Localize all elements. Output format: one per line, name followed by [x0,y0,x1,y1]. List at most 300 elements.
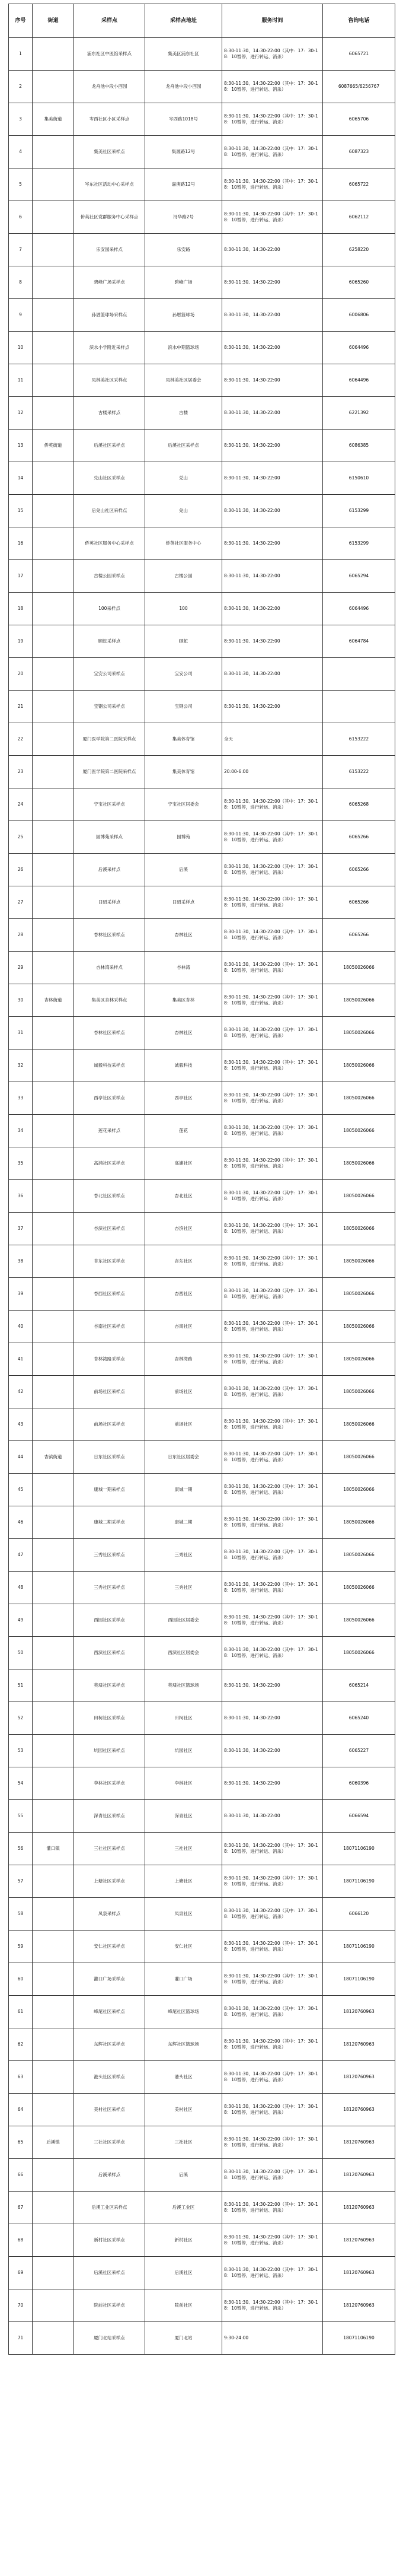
site-address-cell: 西滨社区居委会 [145,1637,222,1669]
phone-cell: 6065266 [323,919,395,952]
phone-cell: 18071106190 [323,1963,395,1996]
phone-cell: 6006806 [323,299,395,332]
service-time-cell: 8:30-11:30、14:30-22:00（其中：17：30-18：10暂停，进行转运、消杀） [222,1278,323,1311]
street-cell [33,886,74,919]
table-row [9,593,395,625]
row-number: 69 [9,2257,33,2289]
service-time-cell: 8:30-11:30、14:30-22:00（其中：17：30-18：10暂停，进行转运、消杀） [222,1506,323,1539]
street-cell [33,2061,74,2094]
street-cell [33,1376,74,1408]
phone-cell: 18050026066 [323,1213,395,1245]
street-cell [33,2094,74,2126]
site-address-cell: 宝安公司 [145,658,222,691]
site-address-cell: 院前社区 [145,2289,222,2322]
site-address-cell: 乐安路 [145,234,222,266]
table-row [9,1833,395,1865]
site-name-cell: 杏林湾路采样点 [74,1343,145,1376]
row-number: 27 [9,886,33,919]
table-row [9,527,395,560]
site-name-cell: 美村社区采样点 [74,2094,145,2126]
site-address-cell: 东辉社区篮球场 [145,2028,222,2061]
service-time-cell: 8:30-11:30、14:30-22:00（其中：17：30-18：10暂停，进行转运、消杀） [222,886,323,919]
street-cell [33,788,74,821]
row-number: 30 [9,984,33,1017]
phone-cell: 6064496 [323,593,395,625]
street-cell [33,593,74,625]
street-cell [33,462,74,495]
site-address-cell: 西园社区居委会 [145,1604,222,1637]
site-address-cell: 园博苑 [145,821,222,854]
street-cell [33,1050,74,1082]
site-name-cell: 前场社区采样点 [74,1376,145,1408]
phone-cell: 6221392 [323,397,395,430]
row-number: 46 [9,1506,33,1539]
site-name-cell: 英埭社区采样点 [74,1669,145,1702]
row-number: 58 [9,1898,33,1931]
street-cell [33,2289,74,2322]
street-cell [33,1669,74,1702]
table-row [9,2289,395,2322]
table-row [9,1050,395,1082]
service-time-cell: 8:30-11:30、14:30-22:00（其中：17：30-18：10暂停，进行转运、消杀） [222,1931,323,1963]
street-cell: 后溪镇 [33,2126,74,2159]
street-cell [33,691,74,723]
header-no: 序号 [9,4,33,38]
site-name-cell: 灌口广场采样点 [74,1963,145,1996]
site-name-cell: 滨水小学附近采样点 [74,332,145,364]
site-address-cell: 新村社区 [145,2224,222,2257]
phone-cell: 18050026066 [323,952,395,984]
phone-cell: 18050026066 [323,1245,395,1278]
site-name-cell: 后溪采样点 [74,854,145,886]
service-time-cell: 8:30-11:30、14:30-22:00 [222,234,323,266]
street-cell [33,1311,74,1343]
table-row [9,952,395,984]
street-cell [33,1865,74,1898]
header-address: 采样点地址 [145,4,222,38]
site-address-cell: 美村社区 [145,2094,222,2126]
site-address-cell: 高浦社区 [145,1147,222,1180]
phone-cell: 6065706 [323,103,395,136]
phone-cell: 18050026066 [323,1180,395,1213]
table-row [9,1278,395,1311]
row-number: 49 [9,1604,33,1637]
site-address-cell: 宝钢公司 [145,691,222,723]
site-name-cell: 古楼采样点 [74,397,145,430]
service-time-cell: 8:30-11:30、14:30-22:00（其中：17：30-18：10暂停，进行转运、消杀） [222,1213,323,1245]
table-row [9,984,395,1017]
site-address-cell: 后溪社区采样点 [145,430,222,462]
street-cell [33,495,74,527]
phone-cell: 18050026066 [323,1017,395,1050]
street-cell [33,1115,74,1147]
table-row [9,1311,395,1343]
site-address-cell: 碧峰广场 [145,266,222,299]
service-time-cell: 8:30-11:30、14:30-22:00（其中：17：30-18：10暂停，进行转运、消杀） [222,2094,323,2126]
street-cell: 集美街道 [33,103,74,136]
site-address-cell: 后溪工业区 [145,2192,222,2224]
site-address-cell: 集美体育馆 [145,756,222,788]
site-name-cell: 后溪社区采样点 [74,430,145,462]
phone-cell: 6066594 [323,1800,395,1833]
street-cell [33,364,74,397]
table-row [9,1898,395,1931]
site-address-cell: 英埭社区篮球场 [145,1669,222,1702]
site-name-cell: 田柯社区采样点 [74,1702,145,1735]
table-row [9,625,395,658]
phone-cell [323,691,395,723]
street-cell [33,1931,74,1963]
site-address-cell: 峰尾社区篮球场 [145,1996,222,2028]
phone-cell: 6150610 [323,462,395,495]
row-number: 24 [9,788,33,821]
phone-cell: 6060396 [323,1767,395,1800]
phone-cell: 18050026066 [323,1506,395,1539]
site-name-cell: 莲花采样点 [74,1115,145,1147]
phone-cell: 6065721 [323,38,395,71]
service-time-cell: 8:30-11:30、14:30-22:00（其中：17：30-18：10暂停，进行转运、消杀） [222,821,323,854]
street-cell [33,658,74,691]
row-number: 45 [9,1474,33,1506]
row-number: 42 [9,1376,33,1408]
table-header-row [9,4,395,38]
service-time-cell: 8:30-11:30、14:30-22:00（其中：17：30-18：10暂停，进行转运、消杀） [222,2126,323,2159]
service-time-cell: 8:30-11:30、14:30-22:00（其中：17：30-18：10暂停，进行转运、消杀） [222,1311,323,1343]
site-name-cell: 东辉社区采样点 [74,2028,145,2061]
site-address-cell: 龙舟池中段小西园 [145,71,222,103]
table-row [9,1996,395,2028]
phone-cell: 6153299 [323,527,395,560]
table-row [9,332,395,364]
street-cell [33,136,74,168]
street-cell [33,266,74,299]
row-number: 1 [9,38,33,71]
site-name-cell: 后溪社区采样点 [74,2257,145,2289]
row-number: 5 [9,168,33,201]
row-number: 50 [9,1637,33,1669]
site-name-cell: 前场社区采样点 [74,1408,145,1441]
phone-cell: 6087323 [323,136,395,168]
phone-cell: 18120760963 [323,2061,395,2094]
street-cell [33,2192,74,2224]
table-row [9,397,395,430]
row-number: 18 [9,593,33,625]
table-row [9,1343,395,1376]
service-time-cell: 8:30-11:30、14:30-22:00 [222,1767,323,1800]
table-row [9,201,395,234]
street-cell [33,1278,74,1311]
street-cell [33,2224,74,2257]
site-address-cell: 后溪 [145,854,222,886]
phone-cell: 6065294 [323,560,395,593]
street-cell [33,919,74,952]
row-number: 29 [9,952,33,984]
site-address-cell: 孙厝篮球场 [145,299,222,332]
street-cell [33,1735,74,1767]
table-row [9,2061,395,2094]
phone-cell: 6065268 [323,788,395,821]
service-time-cell: 8:30-11:30、14:30-22:00 [222,495,323,527]
row-number: 43 [9,1408,33,1441]
site-name-cell: 古楼公园采样点 [74,560,145,593]
table-row [9,1539,395,1572]
service-time-cell: 8:30-11:30、14:30-22:00（其中：17：30-18：10暂停，进行转运、消杀） [222,1539,323,1572]
site-address-cell: 浔华路2号 [145,201,222,234]
row-number: 54 [9,1767,33,1800]
site-name-cell: 碧峰广场采样点 [74,266,145,299]
street-cell [33,397,74,430]
service-time-cell: 8:30-11:30、14:30-22:00（其中：17：30-18：10暂停，进行转运、消杀） [222,1833,323,1865]
row-number: 36 [9,1180,33,1213]
street-cell [33,1474,74,1506]
table-row [9,71,395,103]
table-row [9,38,395,71]
site-name-cell: 侨英社区服务中心采样点 [74,527,145,560]
phone-cell: 6064496 [323,364,395,397]
service-time-cell: 8:30-11:30、14:30-22:00（其中：17：30-18：10暂停，进行转运、消杀） [222,1865,323,1898]
row-number: 7 [9,234,33,266]
table-row [9,1115,395,1147]
table-row [9,723,395,756]
street-cell [33,952,74,984]
service-time-cell: 8:30-11:30、14:30-22:00（其中：17：30-18：10暂停，进行转运、消杀） [222,136,323,168]
phone-cell: 18050026066 [323,1343,395,1376]
row-number: 3 [9,103,33,136]
service-time-cell: 8:30-11:30、14:30-22:00（其中：17：30-18：10暂停，进行转运、消杀） [222,2192,323,2224]
table-row [9,2028,395,2061]
street-cell [33,1800,74,1833]
street-cell [33,1147,74,1180]
phone-cell: 6153299 [323,495,395,527]
phone-cell [323,658,395,691]
table-row [9,2094,395,2126]
row-number: 6 [9,201,33,234]
row-number: 53 [9,1735,33,1767]
service-time-cell: 8:30-11:30、14:30-22:00（其中：17：30-18：10暂停，进行转运、消杀） [222,1996,323,2028]
site-name-cell: 厦门北站采样点 [74,2322,145,2355]
street-cell [33,1017,74,1050]
row-number: 16 [9,527,33,560]
service-time-cell: 8:30-11:30、14:30-22:00 [222,266,323,299]
table-row [9,1572,395,1604]
table-row [9,1082,395,1115]
service-time-cell: 20:00-6:00 [222,756,323,788]
site-address-cell: 100 [145,593,222,625]
site-address-cell: 集美体育馆 [145,723,222,756]
service-time-cell: 8:30-11:30、14:30-22:00 [222,397,323,430]
phone-cell: 18050026066 [323,1115,395,1147]
site-name-cell: 三社社区采样点 [74,2126,145,2159]
row-number: 67 [9,2192,33,2224]
street-cell [33,1180,74,1213]
table-row [9,495,395,527]
site-address-cell: 凤泉社区 [145,1898,222,1931]
site-name-cell: 岑东社区活动中心采样点 [74,168,145,201]
service-time-cell: 8:30-11:30、14:30-22:00 [222,527,323,560]
table-row [9,1637,395,1669]
table-row [9,1180,395,1213]
site-name-cell: 三社社区采样点 [74,1833,145,1865]
table-row [9,756,395,788]
site-name-cell: 杏北社区采样点 [74,1180,145,1213]
street-cell [33,332,74,364]
row-number: 20 [9,658,33,691]
table-row [9,854,395,886]
site-address-cell: 港头社区 [145,2061,222,2094]
phone-cell: 18050026066 [323,1311,395,1343]
phone-cell: 6087665/6256767 [323,71,395,103]
phone-cell: 18120760963 [323,2257,395,2289]
phone-cell: 6064784 [323,625,395,658]
row-number: 25 [9,821,33,854]
table-row [9,886,395,919]
row-number: 39 [9,1278,33,1311]
street-cell [33,821,74,854]
service-time-cell: 8:30-11:30、14:30-22:00（其中：17：30-18：10暂停，进行转运、消杀） [222,984,323,1017]
row-number: 40 [9,1311,33,1343]
site-name-cell: 侨英社区党群服务中心采样点 [74,201,145,234]
site-name-cell: 凤林美社区采样点 [74,364,145,397]
site-name-cell: 深青社区采样点 [74,1800,145,1833]
site-name-cell: 浦东社区中医馆采样点 [74,38,145,71]
phone-cell: 6066120 [323,1898,395,1931]
site-address-cell: 前场社区 [145,1408,222,1441]
site-name-cell: 乐安园采样点 [74,234,145,266]
site-name-cell: 高浦社区采样点 [74,1147,145,1180]
site-name-cell: 坑园社区采样点 [74,1735,145,1767]
site-name-cell: 集美区杏林采样点 [74,984,145,1017]
site-name-cell: 杏南社区采样点 [74,1311,145,1343]
row-number: 63 [9,2061,33,2094]
phone-cell: 18120760963 [323,2289,395,2322]
site-name-cell: 厦门医学院第二医院采样点 [74,756,145,788]
street-cell [33,560,74,593]
site-address-cell: 杏林湾路 [145,1343,222,1376]
service-time-cell: 8:30-11:30、14:30-22:00 [222,625,323,658]
site-name-cell: 日昭采样点 [74,886,145,919]
table-row [9,1702,395,1735]
site-name-cell: 厦门医学院第二医院采样点 [74,723,145,756]
phone-cell: 18050026066 [323,1376,395,1408]
site-address-cell: 顾蛇 [145,625,222,658]
site-name-cell: 杏滨社区采样点 [74,1213,145,1245]
service-time-cell: 8:30-11:30、14:30-22:00（其中：17：30-18：10暂停，进行转运、消杀） [222,952,323,984]
street-cell [33,756,74,788]
phone-cell: 18050026066 [323,1082,395,1115]
street-cell [33,2159,74,2192]
site-address-cell: 三社社区 [145,1833,222,1865]
street-cell [33,1506,74,1539]
row-number: 38 [9,1245,33,1278]
site-name-cell: 港头社区采样点 [74,2061,145,2094]
row-number: 31 [9,1017,33,1050]
site-name-cell: 西亭社区采样点 [74,1082,145,1115]
phone-cell: 6065240 [323,1702,395,1735]
service-time-cell: 8:30-11:30、14:30-22:00（其中：17：30-18：10暂停，进行转运、消杀） [222,1963,323,1996]
service-time-cell: 全天 [222,723,323,756]
site-name-cell: 上塘社区采样点 [74,1865,145,1898]
site-address-cell: 上塘社区 [145,1865,222,1898]
table-row [9,168,395,201]
row-number: 13 [9,430,33,462]
table-row [9,1474,395,1506]
phone-cell: 18120760963 [323,2159,395,2192]
table-row [9,821,395,854]
site-name-cell: 杏林社区采样点 [74,1017,145,1050]
row-number: 33 [9,1082,33,1115]
street-cell [33,1572,74,1604]
site-address-cell: 三社社区 [145,2126,222,2159]
row-number: 9 [9,299,33,332]
table-row [9,136,395,168]
site-address-cell: 集源路12号 [145,136,222,168]
street-cell [33,1082,74,1115]
site-address-cell: 杏林社区 [145,919,222,952]
table-row [9,430,395,462]
phone-cell: 18050026066 [323,1474,395,1506]
site-address-cell: 凤林美社区居委会 [145,364,222,397]
street-cell [33,1343,74,1376]
service-time-cell: 8:30-11:30、14:30-22:00（其中：17：30-18：10暂停，进行转运、消杀） [222,919,323,952]
site-address-cell: 杏林湾 [145,952,222,984]
site-address-cell: 杏北社区 [145,1180,222,1213]
street-cell [33,1767,74,1800]
street-cell [33,527,74,560]
sampling-sites-table [8,4,395,2355]
site-address-cell: 宁宝社区居委会 [145,788,222,821]
street-cell [33,1245,74,1278]
phone-cell: 6065266 [323,854,395,886]
site-name-cell: 三秀社区采样点 [74,1572,145,1604]
phone-cell: 18050026066 [323,984,395,1017]
service-time-cell: 8:30-11:30、14:30-22:00（其中：17：30-18：10暂停，进行转运、消杀） [222,788,323,821]
site-name-cell: 后溪工业区采样点 [74,2192,145,2224]
service-time-cell: 8:30-11:30、14:30-22:00（其中：17：30-18：10暂停，进行转运、消杀） [222,1604,323,1637]
service-time-cell: 8:30-11:30、14:30-22:00（其中：17：30-18：10暂停，进行转运、消杀） [222,2257,323,2289]
row-number: 15 [9,495,33,527]
phone-cell: 18120760963 [323,2224,395,2257]
street-cell: 杏滨街道 [33,1441,74,1474]
site-name-cell: 康城二期采样点 [74,1506,145,1539]
site-address-cell: 古楼公园 [145,560,222,593]
phone-cell: 6065227 [323,1735,395,1767]
site-address-cell: 灌口广场 [145,1963,222,1996]
row-number: 26 [9,854,33,886]
site-address-cell: 兑山 [145,495,222,527]
street-cell [33,1637,74,1669]
street-cell [33,201,74,234]
street-cell [33,1898,74,1931]
street-cell [33,38,74,71]
service-time-cell: 8:30-11:30、14:30-22:00（其中：17：30-18：10暂停，进行转运、消杀） [222,1180,323,1213]
service-time-cell: 8:30-11:30、14:30-22:00（其中：17：30-18：10暂停，进行转运、消杀） [222,1898,323,1931]
phone-cell: 18120760963 [323,2192,395,2224]
row-number: 17 [9,560,33,593]
table-row [9,1669,395,1702]
phone-cell: 18050026066 [323,1604,395,1637]
phone-cell: 18050026066 [323,1050,395,1082]
phone-cell: 18050026066 [323,1637,395,1669]
site-name-cell: 日东社区采样点 [74,1441,145,1474]
site-address-cell: 集美区杏林 [145,984,222,1017]
phone-cell: 6065214 [323,1669,395,1702]
table-row [9,560,395,593]
street-cell [33,168,74,201]
site-name-cell: 院前社区采样点 [74,2289,145,2322]
site-address-cell: 李林社区 [145,1767,222,1800]
site-address-cell: 杏滨社区 [145,1213,222,1245]
site-name-cell: 康城一期采样点 [74,1474,145,1506]
